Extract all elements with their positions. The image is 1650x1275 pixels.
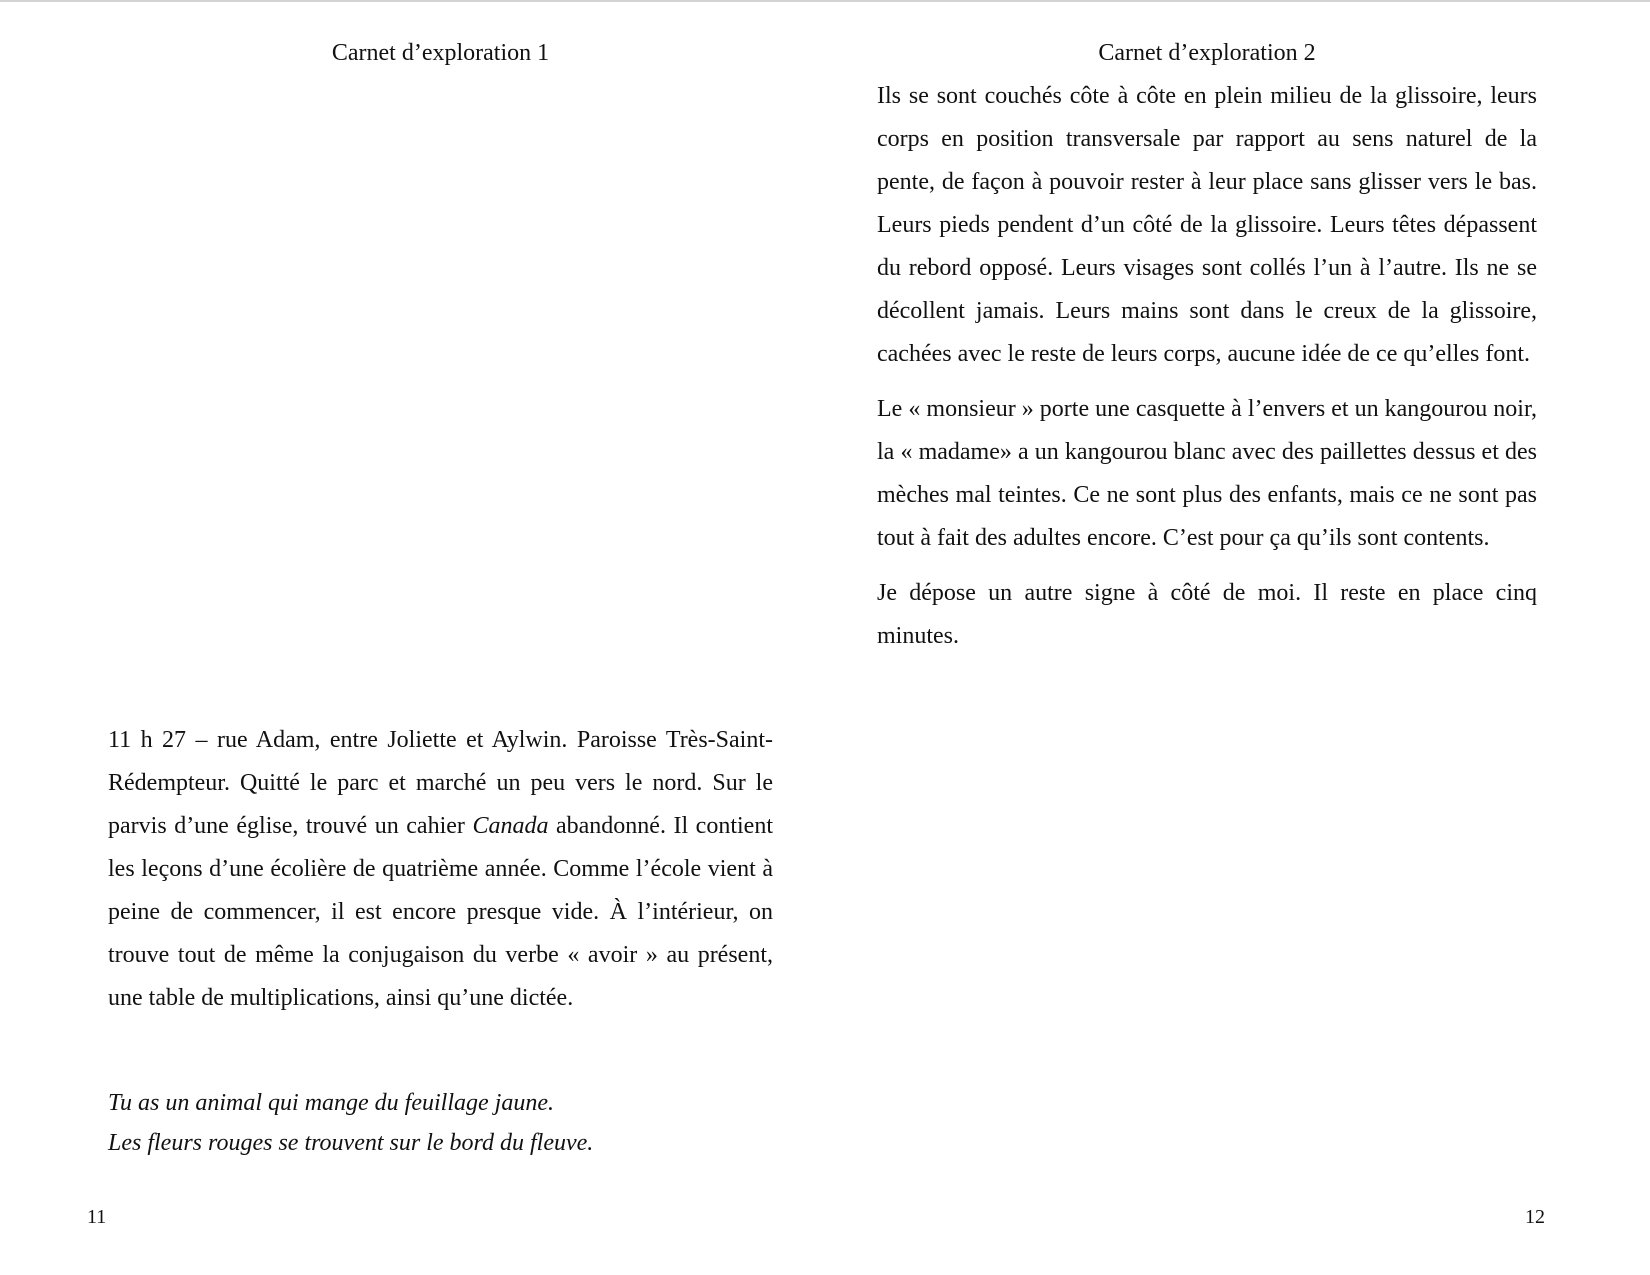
left-page-header: Carnet d’exploration 1 <box>331 40 550 66</box>
dictee-line: Tu as un animal qui mange du feuillage jaune. <box>108 1090 554 1116</box>
right-page <box>825 0 1650 1275</box>
left-paragraph-1-start: 11 h 27 – rue Adam, entre Joliette et Aylwin. Paroisse Très-Saint-Rédempteur. Quitté le parc et marché un peu vers le nord. Sur le parvis d’une église, trouvé un cahier <box>108 727 773 839</box>
dictee-block <box>108 1083 773 1163</box>
left-paragraph-1-end: abandonné. Il contient les leçons d’une écolière de quatrième année. Comme l’école vient à peine de commencer, il est encore presque vide. À l’intérieur, on trouve tout de même la conjugaison du verbe « avoir » au présent, une table de multiplications, ainsi qu’une dictée. <box>108 813 773 1011</box>
right-paragraph-2: Le « monsieur » porte une casquette à l’envers et un kangourou noir, la « madame» a un kangourou blanc avec des paillettes dessus et des mèches mal teintes. Ce ne sont plus des enfants, mais ce ne sont pas tout à fait des adultes encore. C’est pour ça qu’ils sont contents. <box>877 396 1537 551</box>
right-paragraph-1: Ils se sont couchés côte à côte en plein milieu de la glissoire, leurs corps en position transversale par rapport au sens naturel de la pente, de façon à pouvoir rester à leur place sans glisser vers le bas. Leurs pieds pendent d’un côté de la glissoire. Leurs têtes dépassent du rebord opposé. Leurs visages sont collés l’un à l’autre. Ils ne se décollent jamais. Leurs mains sont dans le creux de la glissoire, cachées avec le reste de leurs corps, aucune idée de ce qu’elles font. <box>877 83 1537 367</box>
cahier-title: Canada <box>472 813 549 839</box>
dictee-line: Les fleurs rouges se trouvent sur le bord du fleuve. <box>108 1130 594 1156</box>
left-page-number: 11 <box>87 1206 107 1228</box>
right-page-header: Carnet d’exploration 2 <box>1098 40 1316 66</box>
right-page-number: 12 <box>1525 1206 1545 1228</box>
right-paragraph-3: Je dépose un autre signe à côté de moi. Il reste en place cinq minutes. <box>877 580 1537 649</box>
left-paragraph-1 <box>108 719 773 1020</box>
right-page-body <box>877 75 1537 670</box>
left-page-body <box>108 719 773 1032</box>
